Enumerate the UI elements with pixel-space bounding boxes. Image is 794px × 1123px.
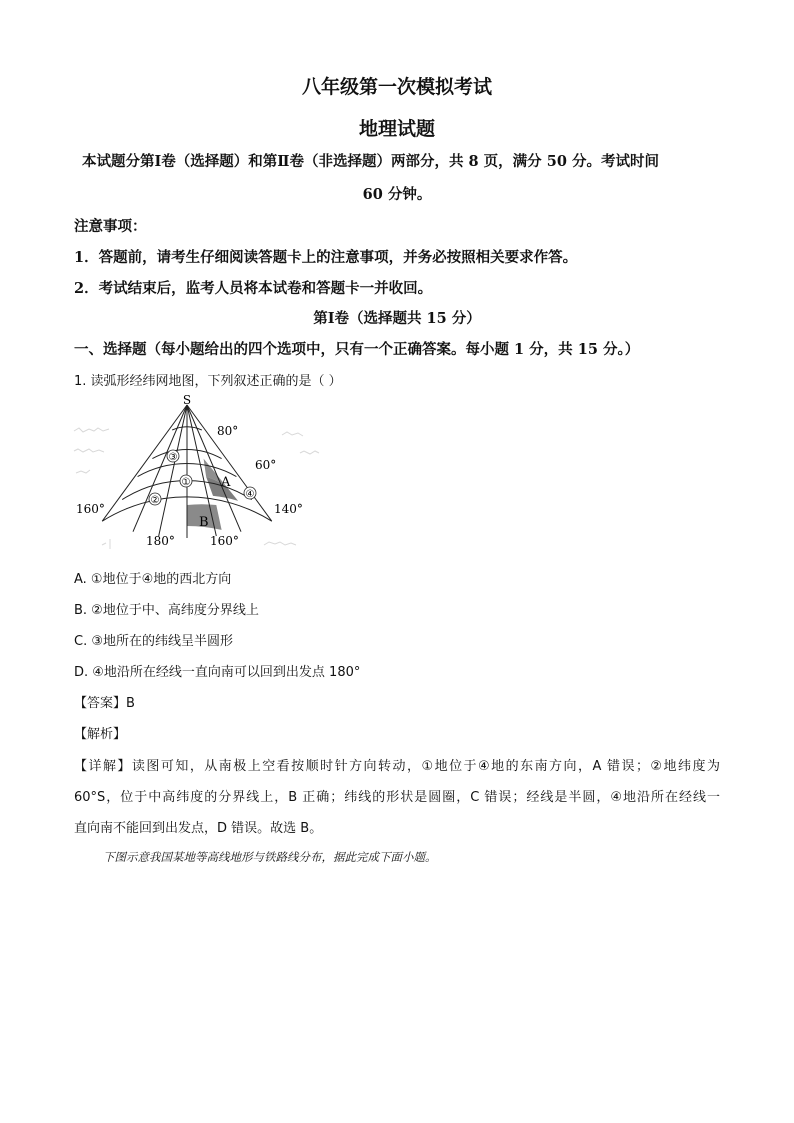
exam-title: 八年级第一次模拟考试 (301, 76, 492, 98)
lat-60-label: 60° (255, 458, 277, 472)
region-a-label: A (221, 475, 231, 490)
arc-graticule-map (72, 395, 322, 553)
region-b-label: B (199, 515, 209, 530)
option-a: A. ①地位于④地的西北方向 (74, 572, 232, 587)
option-b: B. ②地位于中、高纬度分界线上 (74, 603, 259, 618)
notes-item-1: 1．答题前，请考生仔细阅读答题卡上的注意事项，并务必按照相关要求作答。 (74, 249, 578, 266)
pole-label: S (182, 395, 192, 407)
lon-180-label: 180° (146, 534, 175, 548)
point-1-label: ① (181, 477, 191, 488)
lat-80-label: 80° (217, 424, 239, 438)
detail-line-2: 60°S，位于中高纬度的分界线上，B 正确；纬线的形状是圆圈，C 错误；经线是半圆，④地沿所在经线一 (74, 790, 720, 805)
intro-line-2: 60 分钟。 (362, 186, 432, 203)
answer: 【答案】B (74, 696, 135, 711)
next-question-intro: 下图示意我国某地等高线地形与铁路线分布，据此完成下面小题。 (103, 850, 437, 864)
volume-title: 第Ⅰ卷（选择题共 15 分） (313, 310, 481, 327)
point-4-label: ④ (245, 489, 255, 500)
question-stem: 1. 读弧形经纬网地图，下列叙述正确的是（ ） (74, 374, 342, 389)
lon-160-bottom-label: 160° (210, 534, 239, 548)
part-title: 一、选择题（每小题给出的四个选项中，只有一个正确答案。每小题 1 分，共 15 分。） (74, 341, 640, 358)
detail-line-3: 直向南不能回到出发点，D 错误。故选 B。 (74, 821, 323, 836)
analysis-label: 【解析】 (74, 727, 127, 742)
notes-item-2: 2．考试结束后，监考人员将本试卷和答题卡一并收回。 (74, 280, 433, 297)
lon-160-left-label: 160° (76, 502, 105, 516)
option-c: C. ③地所在的纬线呈半圆形 (74, 634, 233, 649)
detail-line-1: 【详解】读图可知，从南极上空看按顺时针方向转动，①地位于④地的东南方向，A 错误；②地纬度为 (74, 759, 720, 774)
subject-title: 地理试题 (358, 118, 435, 140)
option-d: D. ④地沿所在经线一直向南可以回到出发点 180° (74, 665, 361, 680)
intro-line-1: 本试题分第Ⅰ卷（选择题）和第Ⅱ卷（非选择题）两部分，共 8 页，满分 50 分。考试时间 (82, 153, 659, 170)
meridians (102, 405, 272, 538)
notes-heading: 注意事项： (74, 218, 147, 235)
point-3-label: ③ (168, 452, 178, 463)
point-2-label: ② (150, 495, 160, 506)
lon-140-label: 140° (274, 502, 303, 516)
